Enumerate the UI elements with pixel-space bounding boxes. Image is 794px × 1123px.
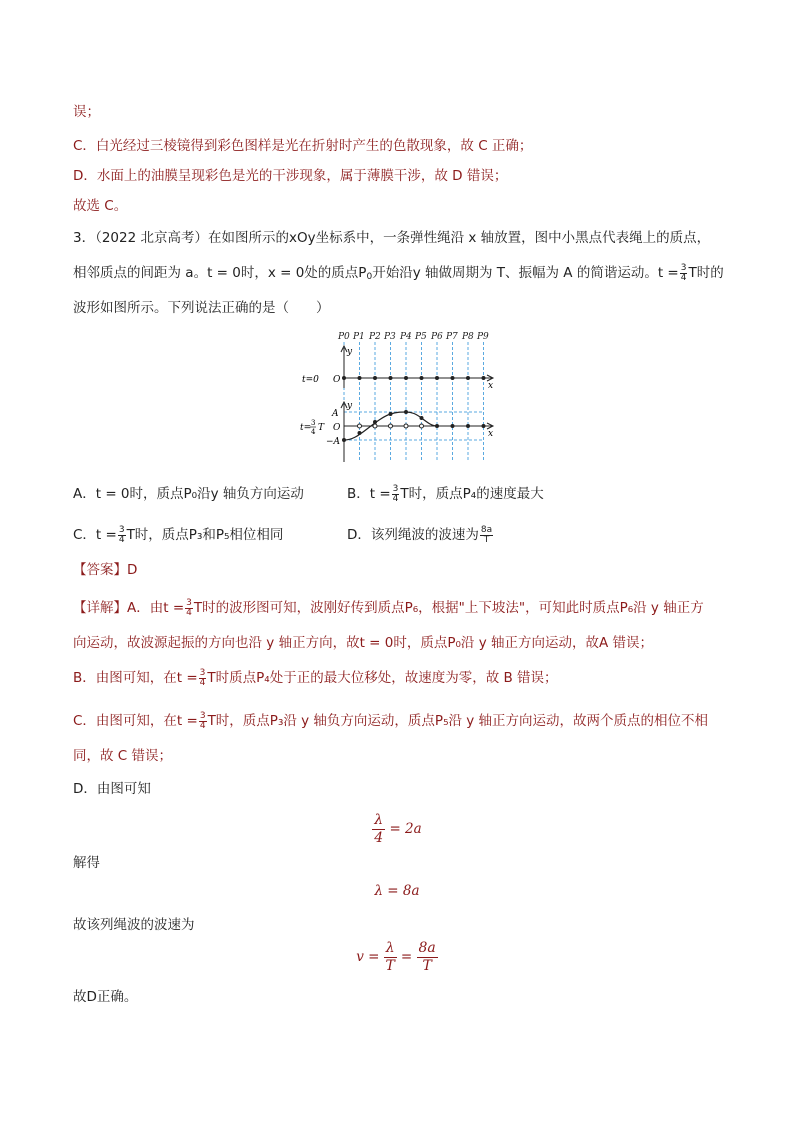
fraction [185, 599, 193, 618]
eq-numerator: λ [385, 940, 395, 956]
x-axis-label: x [488, 381, 494, 391]
question-text: 波形如图所示。下列说法正确的是（ ） [73, 300, 330, 316]
y-axis-label: y [347, 347, 353, 357]
fraction-numerator: 3 [680, 262, 687, 273]
option-c-text: T时，质点P₃和P₅相位相同 [126, 527, 284, 543]
eq-denominator: 4 [374, 830, 384, 846]
eq-lhs: v = [356, 949, 384, 965]
y-axis-label: y [347, 401, 353, 411]
explain-line: 向运动，故波源起振的方向也沿 y 轴正方向，故t = 0时，质点P₀沿 y 轴正方向运动，故A 错误； [73, 635, 653, 651]
option-d-text: D．该列绳波的波速为 [347, 527, 479, 543]
origin-label: O [333, 375, 341, 385]
fraction [199, 669, 207, 688]
explain-line: 解得 [73, 855, 100, 871]
equation-fraction [384, 940, 397, 975]
particle-label: P8 [462, 332, 474, 342]
explain-line [73, 711, 708, 731]
x-axis-label: x [488, 429, 494, 439]
particle-label: P0 [338, 332, 350, 342]
origin-label: O [333, 423, 341, 433]
row1-time-label: t=0 [302, 375, 319, 385]
amplitude-label: A [332, 409, 339, 419]
particle-label: P2 [369, 332, 381, 342]
particle-label: P6 [431, 332, 443, 342]
eq-equals: = [396, 949, 417, 965]
explain-line: 同，故 C 错误； [73, 748, 173, 764]
explain-label: 【详解】 [73, 600, 127, 616]
option-d[interactable] [347, 525, 494, 545]
option-b[interactable] [347, 484, 544, 504]
explain-text: T时的波形图可知，波刚好传到质点P₆，根据"上下坡法"，可知此时质点P₆沿 y 轴正方 [193, 600, 704, 616]
option-b-text: B．t = [347, 486, 391, 502]
fraction-numerator: 3 [199, 667, 206, 678]
fraction [118, 526, 126, 545]
fraction [199, 712, 207, 731]
explain-text: C．由图可知，在t = [73, 713, 198, 729]
row2-frac-den: 4 [311, 428, 316, 436]
fraction [480, 526, 493, 545]
explain-line: D．由图可知 [73, 781, 151, 797]
fraction-denominator: 4 [118, 534, 125, 545]
equation-1 [0, 812, 794, 847]
equation-fraction [372, 812, 385, 847]
eq-rhs: = 2a [385, 821, 422, 837]
question-text: 3．（2022 北京高考）在如图所示的xOy坐标系中，一条弹性绳沿 x 轴放置，图中小黑点代表绳上的质点， [73, 230, 711, 246]
answer-line [73, 560, 137, 580]
particle-label: P1 [353, 332, 365, 342]
fraction [680, 264, 688, 283]
row2-period: T [318, 423, 325, 433]
explain-line: 故该列绳波的波速为 [73, 917, 195, 933]
question-text [73, 263, 724, 287]
fraction-denominator: 4 [680, 272, 687, 283]
fraction-denominator: 4 [199, 677, 206, 688]
eq-numerator: λ [374, 812, 384, 828]
fraction-numerator: 3 [392, 483, 399, 494]
fraction [392, 485, 400, 504]
explain-text: T时质点P₄处于正的最大位移处，故速度为零，故 B 错误； [207, 670, 558, 686]
explain-line: 故D正确。 [73, 989, 138, 1005]
question-text-part: 相邻质点的间距为 a。t = 0时，x = 0处的质点P [73, 265, 367, 281]
answer-label: 【答案】 [73, 562, 127, 578]
fraction-denominator: T [483, 534, 490, 545]
text-line: C．白光经过三棱镜得到彩色图样是光在折射时产生的色散现象，故 C 正确； [73, 138, 533, 154]
row2-time-label: t= [300, 423, 312, 433]
fraction-denominator: 4 [392, 493, 399, 504]
explain-line [73, 668, 558, 688]
option-c-text: C．t = [73, 527, 117, 543]
equation-3 [0, 940, 794, 975]
eq-numerator: 8a [418, 940, 436, 956]
eq-denominator: T [422, 958, 432, 974]
wave-figure [300, 328, 510, 468]
fraction-numerator: 3 [199, 710, 206, 721]
option-c[interactable] [73, 525, 283, 545]
explain-line [73, 598, 704, 618]
row2-frac-num: 3 [311, 419, 316, 427]
eq-denominator: T [385, 958, 395, 974]
equation-2: λ = 8a [374, 883, 420, 899]
fraction-numerator: 3 [118, 524, 125, 535]
explain-text: B．由图可知，在t = [73, 670, 198, 686]
text-line: 故选 C。 [73, 198, 128, 214]
amplitude-neg-label: −A [326, 437, 341, 447]
fraction-denominator: 4 [186, 607, 192, 618]
explain-text: T时，质点P₃沿 y 轴负方向运动，质点P₅沿 y 轴正方向运动，故两个质点的相位不相 [207, 713, 709, 729]
text-line: 误； [73, 104, 100, 120]
particle-label: P3 [384, 332, 396, 342]
answer-value: D [127, 562, 138, 578]
question-text-part: 开始沿y 轴做周期为 T、振幅为 A 的简谐运动。t = [372, 265, 679, 281]
particle-label: P4 [400, 332, 412, 342]
option-a[interactable]: A．t = 0时，质点P₀沿y 轴负方向运动 [73, 486, 304, 502]
fraction-numerator: 3 [186, 597, 192, 608]
text-line: D．水面上的油膜呈现彩色是光的干涉现象，属于薄膜干涉，故 D 错误； [73, 168, 508, 184]
option-b-text: T时，质点P₄的速度最大 [400, 486, 544, 502]
fraction-denominator: 4 [199, 720, 206, 731]
fraction-numerator: 8a [480, 524, 493, 535]
particle-label: P7 [446, 332, 458, 342]
particle-label: P9 [477, 332, 489, 342]
explain-text: A．由t = [127, 600, 185, 616]
subscript: 0 [366, 272, 373, 282]
particle-label: P5 [415, 332, 427, 342]
equation-fraction [417, 940, 438, 975]
question-text-part: T时的 [688, 265, 724, 281]
